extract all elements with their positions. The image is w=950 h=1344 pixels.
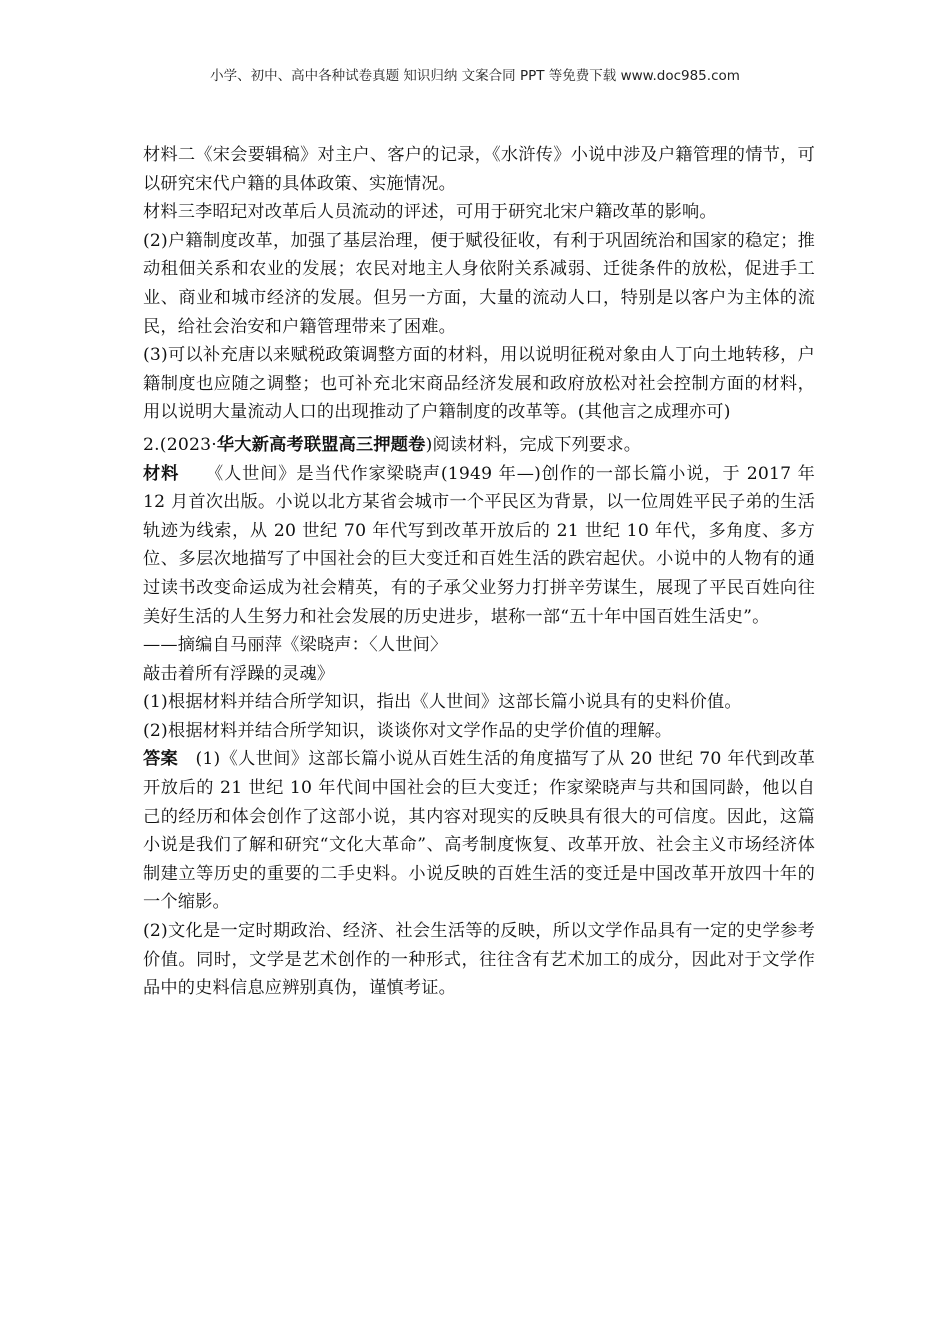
answer-1-text: (1)《人世间》这部长篇小说从百姓生活的角度描写了从 20 世纪 70 年代到改革开放后的 21 世纪 10 年代间中国社会的巨大变迁；作家梁晓声与共和国同龄，他以自己的经历和体会创作了这部小说，其内容对现实的反映具有很大的可信度。因此，这篇小说是我们了解和研究“文化大革命”、高考制度恢复、改革开放、社会主义市场经济体制建立等历史的重要的二手史料。小说反映的百姓生活的变迁是中国改革开放四十年的一个缩影。: [143, 749, 815, 913]
paragraph-material-2: 材料二《宋会要辑稿》对主户、客户的记录，《水浒传》小说中涉及户籍管理的情节，可以研究宋代户籍的具体政策、实施情况。: [143, 145, 815, 194]
question-number: 2.(2023·: [143, 434, 217, 455]
question-2-heading: [143, 431, 815, 460]
answer-part-2-prev: (2)户籍制度改革，加强了基层治理，便于赋役征收，有利于巩固统治和国家的稳定；推动租佃关系和农业的发展；农民对地主人身依附关系减弱、迁徙条件的放松，促进手工业、商业和城市经济的发展。但另一方面，大量的流动人口，特别是以客户为主体的流民，给社会治安和户籍管理带来了困难。: [143, 230, 815, 337]
material-paragraph: [143, 460, 815, 632]
question-source: 华大新高考联盟高三押题卷: [216, 434, 426, 455]
sub-question-1: (1)根据材料并结合所学知识，指出《人世间》这部长篇小说具有的史料价值。: [143, 692, 742, 713]
citation-line-1: ——摘编自马丽萍《梁晓声：〈人世间〉: [143, 635, 448, 656]
material-text: 《人世间》是当代作家梁晓声(1949 年—)创作的一部长篇小说，于 2017 年 12 月首次出版。小说以北方某省会城市一个平民区为背景，以一位周姓平民子弟的生活轨迹为线索，从 20 世纪 70 年代写到改革开放后的 21 世纪 10 年代，多角度、多方位、多层次地描写了中国社会的巨大变迁和百姓生活的跌宕起伏。小说中的人物有的通过读书改变命运成为社会精英，有的子承父业努力打拼辛劳谋生，展现了平民百姓向往美好生活的人生努力和社会发展的历史进步，堪称一部“五十年中国百姓生活史”。: [143, 463, 815, 627]
answer-label: 答案: [143, 749, 179, 770]
material-label: 材料: [143, 463, 180, 484]
question-instruction: )阅读材料，完成下列要求。: [425, 434, 642, 455]
answer-paragraph-1: [143, 745, 815, 917]
paragraph-material-3: 材料三李昭玘对改革后人员流动的评述，可用于研究北宋户籍改革的影响。: [143, 202, 717, 223]
page-header: 小学、初中、高中各种试卷真题 知识归纳 文案合同 PPT 等免费下载 www.doc985.com: [210, 68, 740, 84]
document-body: [143, 141, 815, 1003]
answer-part-3-prev: (3)可以补充唐以来赋税政策调整方面的材料，用以说明征税对象由人丁向土地转移，户籍制度也应随之调整；也可补充北宋商品经济发展和政府放松对社会控制方面的材料，用以说明大量流动人口的出现推动了户籍制度的改革等。(其他言之成理亦可): [143, 345, 815, 423]
answer-paragraph-2: (2)文化是一定时期政治、经济、社会生活等的反映，所以文学作品具有一定的史学参考价值。同时，文学是艺术创作的一种形式，往往含有艺术加工的成分，因此对于文学作品中的史料信息应辨别真伪，谨慎考证。: [143, 921, 815, 999]
sub-question-2: (2)根据材料并结合所学知识，谈谈你对文学作品的史学价值的理解。: [143, 720, 673, 741]
citation-line-2: 敲击着所有浮躁的灵魂》: [143, 663, 335, 684]
